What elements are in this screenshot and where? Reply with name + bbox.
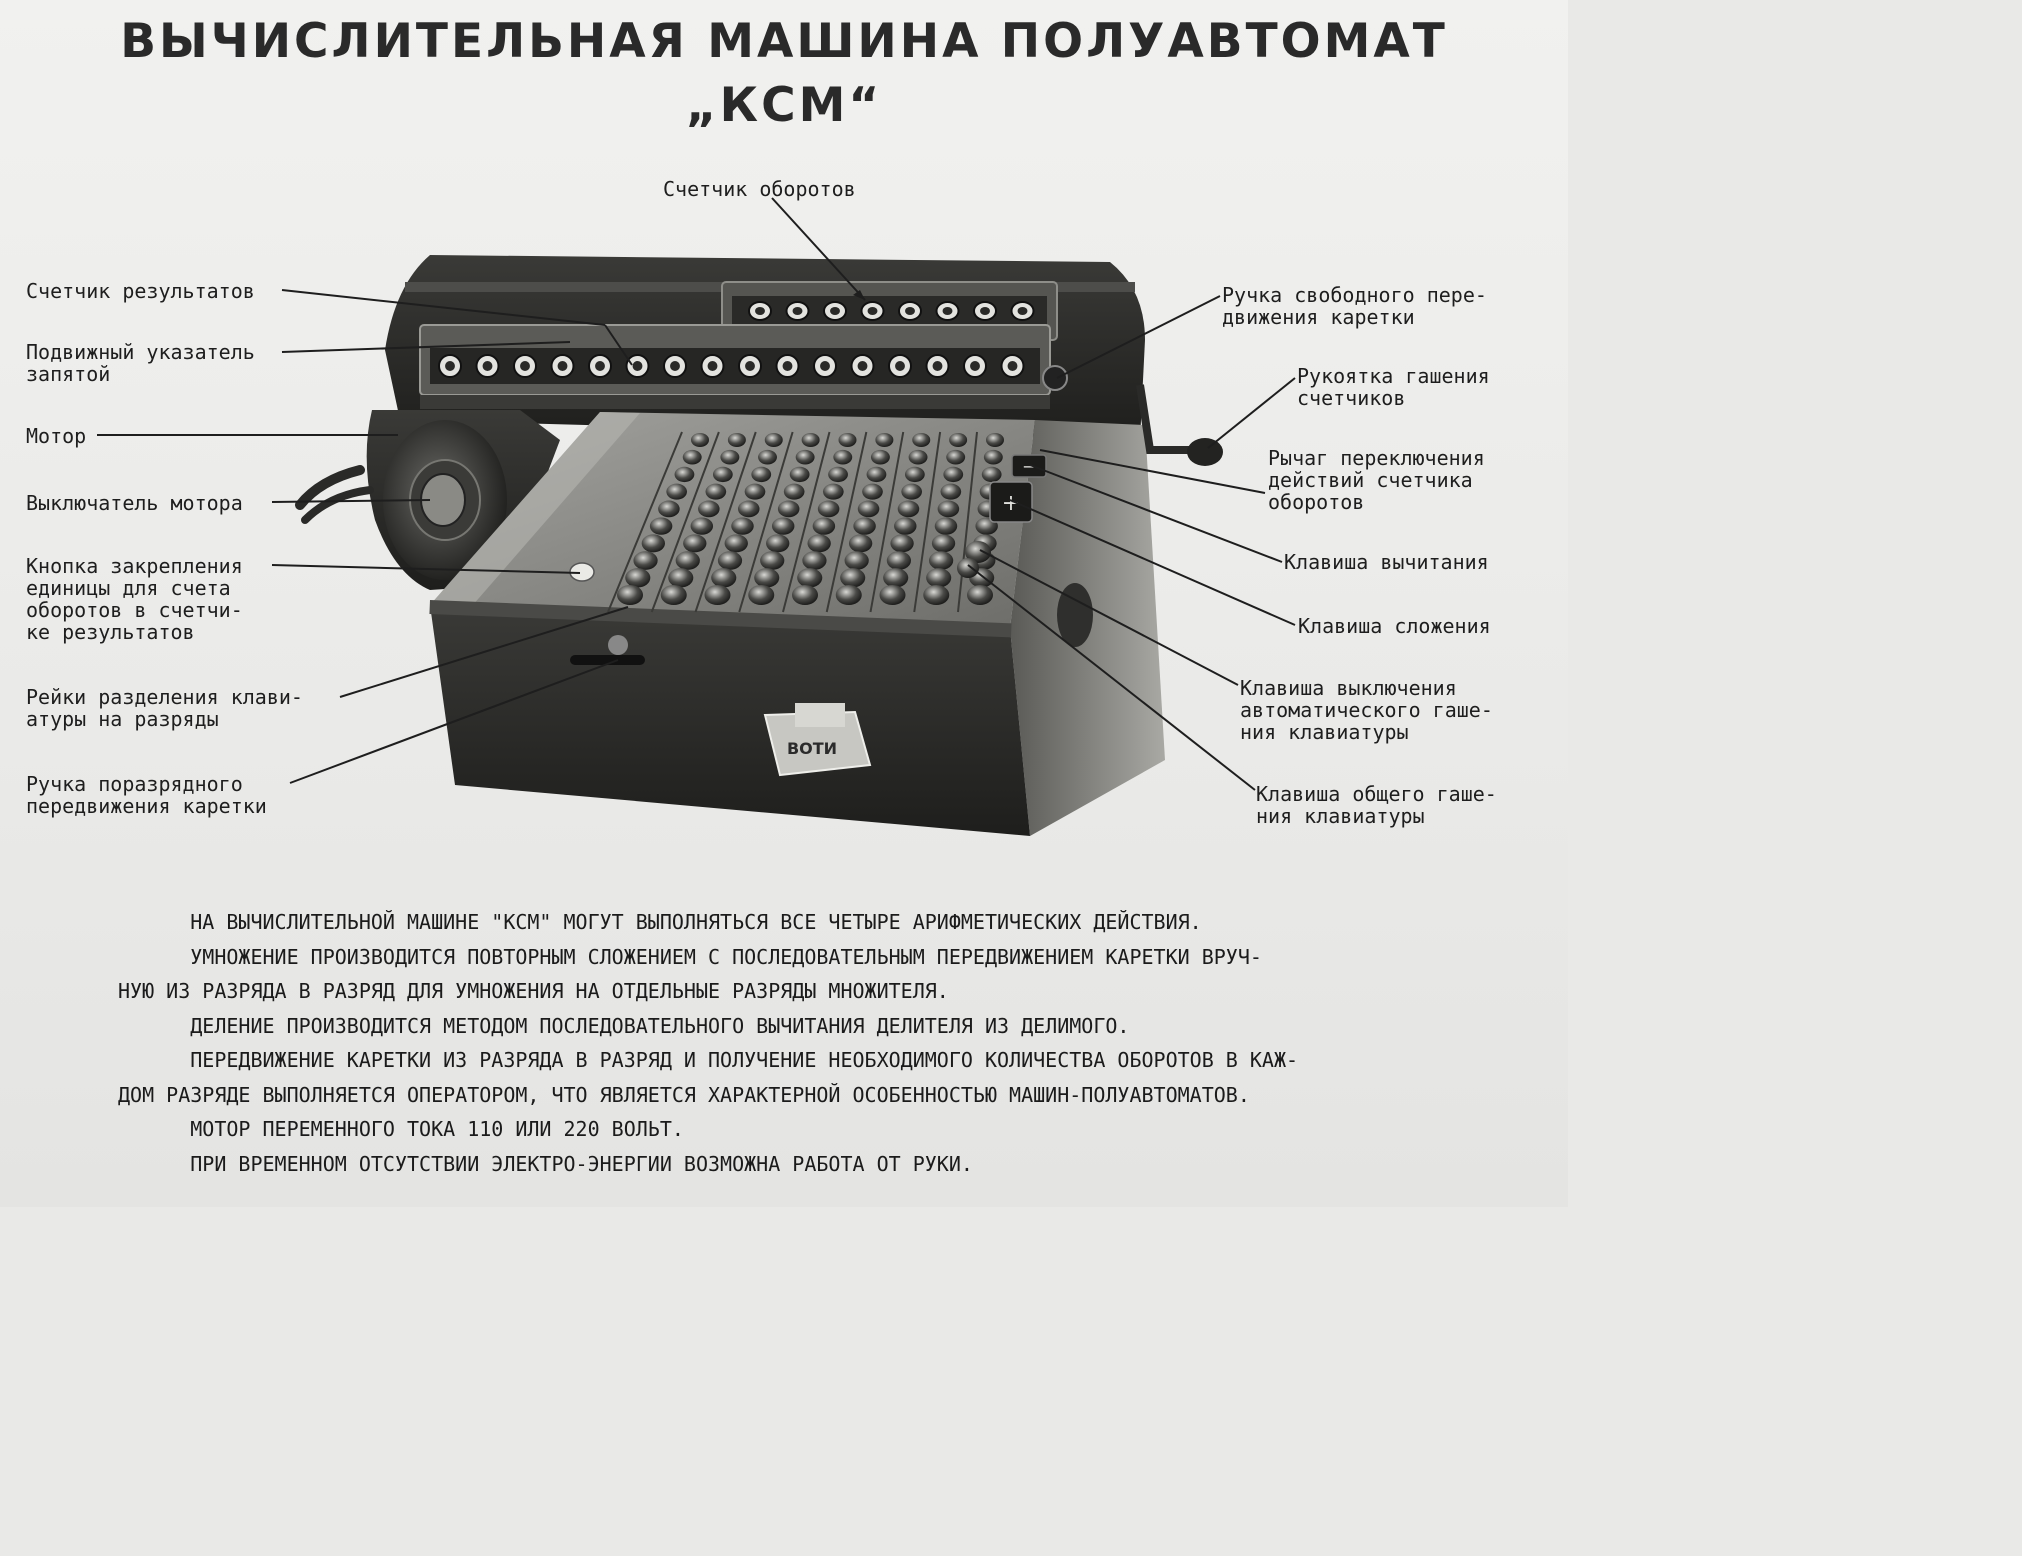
digit-key [823,484,844,500]
digit-key [666,484,687,500]
digit-key [668,568,693,587]
digit-key [792,585,818,605]
label-motor-switch: Выключатель мотора [26,491,243,515]
digit-key [765,433,783,447]
digit-key [748,585,774,605]
result-dial-hub [445,361,455,371]
label-motor: Мотор [26,424,87,448]
digit-key [840,568,865,587]
digit-key [751,467,771,482]
revolution-dial-hub [1018,307,1028,315]
digit-key [766,534,789,552]
result-dial-hub [483,361,493,371]
digit-key [772,517,794,534]
digit-key [894,517,916,534]
revolution-dial-hub [943,307,953,315]
result-dial-hub [858,361,868,371]
digit-key [633,551,657,570]
digit-key [797,568,822,587]
result-dial-hub [895,361,905,371]
digit-key [711,568,736,587]
digit-key [683,450,702,465]
digit-key [982,467,1002,482]
digit-key [935,517,957,534]
label-carriage-step-handle: Ручка поразрядного передвижения каретки [26,772,267,818]
result-dial-hub [783,361,793,371]
digit-key [731,517,753,534]
description-line: ДОМ РАЗРЯДЕ ВЫПОЛНЯЕТСЯ ОПЕРАТОРОМ, ЧТО ЯВЛЯЕТСЯ ХАРАКТЕРНОЙ ОСОБЕННОСТЬЮ МАШИН-ПОЛУАВТОМАТОВ. [118,1082,1250,1107]
digit-key [875,433,893,447]
digit-key [929,551,953,570]
digit-key [676,551,700,570]
digit-key [967,585,993,605]
digit-key [946,450,965,465]
digit-key [858,501,880,518]
digit-key [941,484,962,500]
maker-badge-text: ВОТИ [786,739,838,758]
description-line: ДЕЛЕНИЕ ПРОИЗВОДИТСЯ МЕТОДОМ ПОСЛЕДОВАТЕЛЬНОГО ВЫЧИТАНИЯ ДЕЛИТЕЛЯ ИЗ ДЕЛИМОГО. [118,1013,1130,1038]
digit-key [725,534,748,552]
digit-key [691,517,713,534]
minus-sign: − [1022,457,1036,476]
label-decimal-pointer: Подвижный указатель запятой [26,340,255,386]
digit-key [720,450,739,465]
digit-key [949,433,967,447]
digit-key [853,517,875,534]
result-dial-hub [520,361,530,371]
machine-name-title: „КСМ“ [685,78,883,133]
digit-key [760,551,784,570]
digit-key [642,534,665,552]
digit-key [658,501,680,518]
digit-key [754,568,779,587]
digit-key [691,433,709,447]
description-line: НУЮ ИЗ РАЗРЯДА В РАЗРЯД ДЛЯ УМНОЖЕНИЯ НА ОТДЕЛЬНЫЕ РАЗРЯДЫ МНОЖИТЕЛЯ. [118,979,949,1003]
description-line: ПРИ ВРЕМЕННОМ ОТСУТСТВИИ ЭЛЕКТРО-ЭНЕРГИИ ВОЗМОЖНА РАБОТА ОТ РУКИ. [118,1151,973,1176]
digit-key [738,501,760,518]
digit-key [808,534,831,552]
result-dial-hub [558,361,568,371]
label-counter-clear-crank: Рукоятка гашения счетчиков [1297,364,1490,410]
digit-key [871,450,890,465]
result-dial-hub [1008,361,1018,371]
digit-key [905,467,925,482]
digit-key [784,484,805,500]
result-dial-hub [933,361,943,371]
digit-key [984,450,1003,465]
digit-key [796,450,815,465]
result-dial-hub [820,361,830,371]
label-result-counter: Счетчик результатов [26,279,255,303]
label-revolution-counter: Счетчик оборотов [663,177,856,201]
digit-key [802,551,826,570]
revolution-dial-hub [793,307,803,315]
keyboard-clear-key [957,558,979,578]
right-side-panel [1010,420,1165,836]
digit-key [923,585,949,605]
digit-key [713,467,733,482]
digit-key [833,450,852,465]
result-dial-hub [595,361,605,371]
label-keyboard-clear-key: Клавиша общего гаше- ния клавиатуры [1256,782,1497,828]
revolution-dial-hub [830,307,840,315]
digit-key [813,517,835,534]
label-keyboard-rails: Рейки разделения клави- атуры на разряды [26,685,303,731]
document-title: ВЫЧИСЛИТЕЛЬНАЯ МАШИНА ПОЛУАВТОМАТ [120,14,1448,69]
digit-key [839,433,857,447]
digit-key [890,534,913,552]
counter-clear-crank [1140,385,1223,466]
digit-key [778,501,800,518]
digit-key [698,501,720,518]
digit-key [625,568,650,587]
description-line: МОТОР ПЕРЕМЕННОГО ТОКА 110 ИЛИ 220 ВОЛЬТ. [118,1117,684,1141]
digit-key [790,467,810,482]
digit-key [802,433,820,447]
digit-key [758,450,777,465]
digit-key [912,433,930,447]
digit-key [926,568,951,587]
digit-key [849,534,872,552]
digit-key [898,501,920,518]
digit-key [887,551,911,570]
digit-key [818,501,840,518]
label-auto-clear-off-key: Клавиша выключения автоматического гаше- ния клавиатуры [1240,676,1493,744]
digit-key [728,433,746,447]
revolution-dial-hub [868,307,878,315]
digit-key [683,534,706,552]
digit-key [845,551,869,570]
digit-key [828,467,848,482]
digit-key [901,484,922,500]
digit-key [706,484,727,500]
digit-key [938,501,960,518]
result-dial-hub [670,361,680,371]
digit-key [718,551,742,570]
revolution-dial-hub [905,307,915,315]
carriage-free-handle [1043,366,1067,390]
digit-key [909,450,928,465]
digit-key [836,585,862,605]
digit-key [986,433,1004,447]
result-dial-hub [633,361,643,371]
label-carriage-free-handle: Ручка свободного пере- движения каретки [1222,283,1487,329]
label-add-key: Клавиша сложения [1298,614,1491,638]
digit-key [745,484,766,500]
digit-key [932,534,955,552]
label-subtract-key: Клавиша вычитания [1284,550,1489,574]
digit-key [883,568,908,587]
plus-sign: + [1001,491,1021,516]
front-body [429,600,1030,836]
digit-key [617,585,643,605]
description-line: ПЕРЕДВИЖЕНИЕ КАРЕТКИ ИЗ РАЗРЯДА В РАЗРЯД И ПОЛУЧЕНИЕ НЕОБХОДИМОГО КОЛИЧЕСТВА ОБОРОТОВ В КАЖ- [118,1048,1299,1072]
digit-key [943,467,963,482]
label-counter-mode-lever: Рычаг переключения действий счетчика оборотов [1268,446,1485,514]
digit-key [675,467,695,482]
digit-key [705,585,731,605]
digit-key [880,585,906,605]
result-dial-hub [708,361,718,371]
digit-key [650,517,672,534]
label-unit-lock-key: Кнопка закрепления единицы для счета оборотов в счетчи- ке результатов [26,554,243,644]
digit-key [862,484,883,500]
description-text [118,905,1458,1181]
description-line: НА ВЫЧИСЛИТЕЛЬНОЙ МАШИНЕ "КСМ" МОГУТ ВЫПОЛНЯТЬСЯ ВСЕ ЧЕТЫРЕ АРИФМЕТИЧЕСКИХ ДЕЙСТВИЯ. [118,910,1202,934]
digit-key [867,467,887,482]
result-dial-hub [970,361,980,371]
result-dial-hub [745,361,755,371]
revolution-dial-hub [755,307,765,315]
description-line: УМНОЖЕНИЕ ПРОИЗВОДИТСЯ ПОВТОРНЫМ СЛОЖЕНИЕМ С ПОСЛЕДОВАТЕЛЬНЫМ ПЕРЕДВИЖЕНИЕМ КАРЕТКИ ВРУЧ- [118,944,1262,969]
revolution-dial-hub [980,307,990,315]
digit-key [661,585,687,605]
